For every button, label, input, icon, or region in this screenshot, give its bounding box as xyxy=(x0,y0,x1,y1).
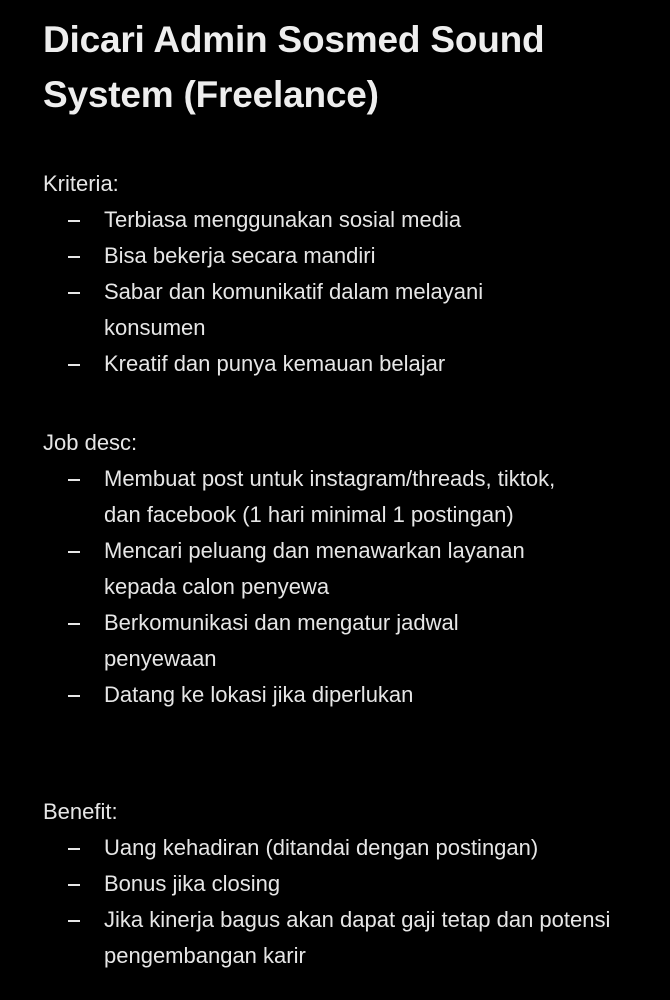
benefit-list xyxy=(0,830,670,974)
section-label-kriteria: Kriteria: xyxy=(43,171,119,196)
section-label-job-desc: Job desc: xyxy=(43,430,138,455)
list-item xyxy=(0,866,670,902)
list-item xyxy=(0,202,670,238)
list-item-text: Mencari peluang dan menawarkan layanan kepada calon penyewa xyxy=(104,538,525,599)
list-item-text: Uang kehadiran (ditandai dengan postingan) xyxy=(104,835,539,860)
list-item xyxy=(0,238,670,274)
list-item xyxy=(0,533,670,605)
list-item xyxy=(0,677,670,713)
list-item-text: Berkomunikasi dan mengatur jadwal penyewaan xyxy=(104,610,459,671)
list-item-text: Jika kinerja bagus akan dapat gaji tetap dan potensi pengembangan karir xyxy=(104,907,611,968)
job-desc-list xyxy=(0,461,670,713)
page-title: Dicari Admin Sosmed Sound System (Freelance) xyxy=(43,19,545,115)
section-label-benefit: Benefit: xyxy=(43,799,118,824)
list-item xyxy=(0,461,670,533)
list-item-text: Sabar dan komunikatif dalam melayani konsumen xyxy=(104,279,484,340)
list-item xyxy=(0,902,670,974)
list-item-text: Bonus jika closing xyxy=(104,871,281,896)
list-item-text: Membuat post untuk instagram/threads, tiktok, dan facebook (1 hari minimal 1 postingan) xyxy=(104,466,556,527)
kriteria-list xyxy=(0,202,670,382)
list-item-text: Terbiasa menggunakan sosial media xyxy=(104,207,462,232)
list-item-text: Bisa bekerja secara mandiri xyxy=(104,243,376,268)
list-item-text: Kreatif dan punya kemauan belajar xyxy=(104,351,446,376)
list-item xyxy=(0,346,670,382)
list-item xyxy=(0,274,670,346)
list-item-text: Datang ke lokasi jika diperlukan xyxy=(104,682,414,707)
list-item xyxy=(0,605,670,677)
list-item xyxy=(0,830,670,866)
